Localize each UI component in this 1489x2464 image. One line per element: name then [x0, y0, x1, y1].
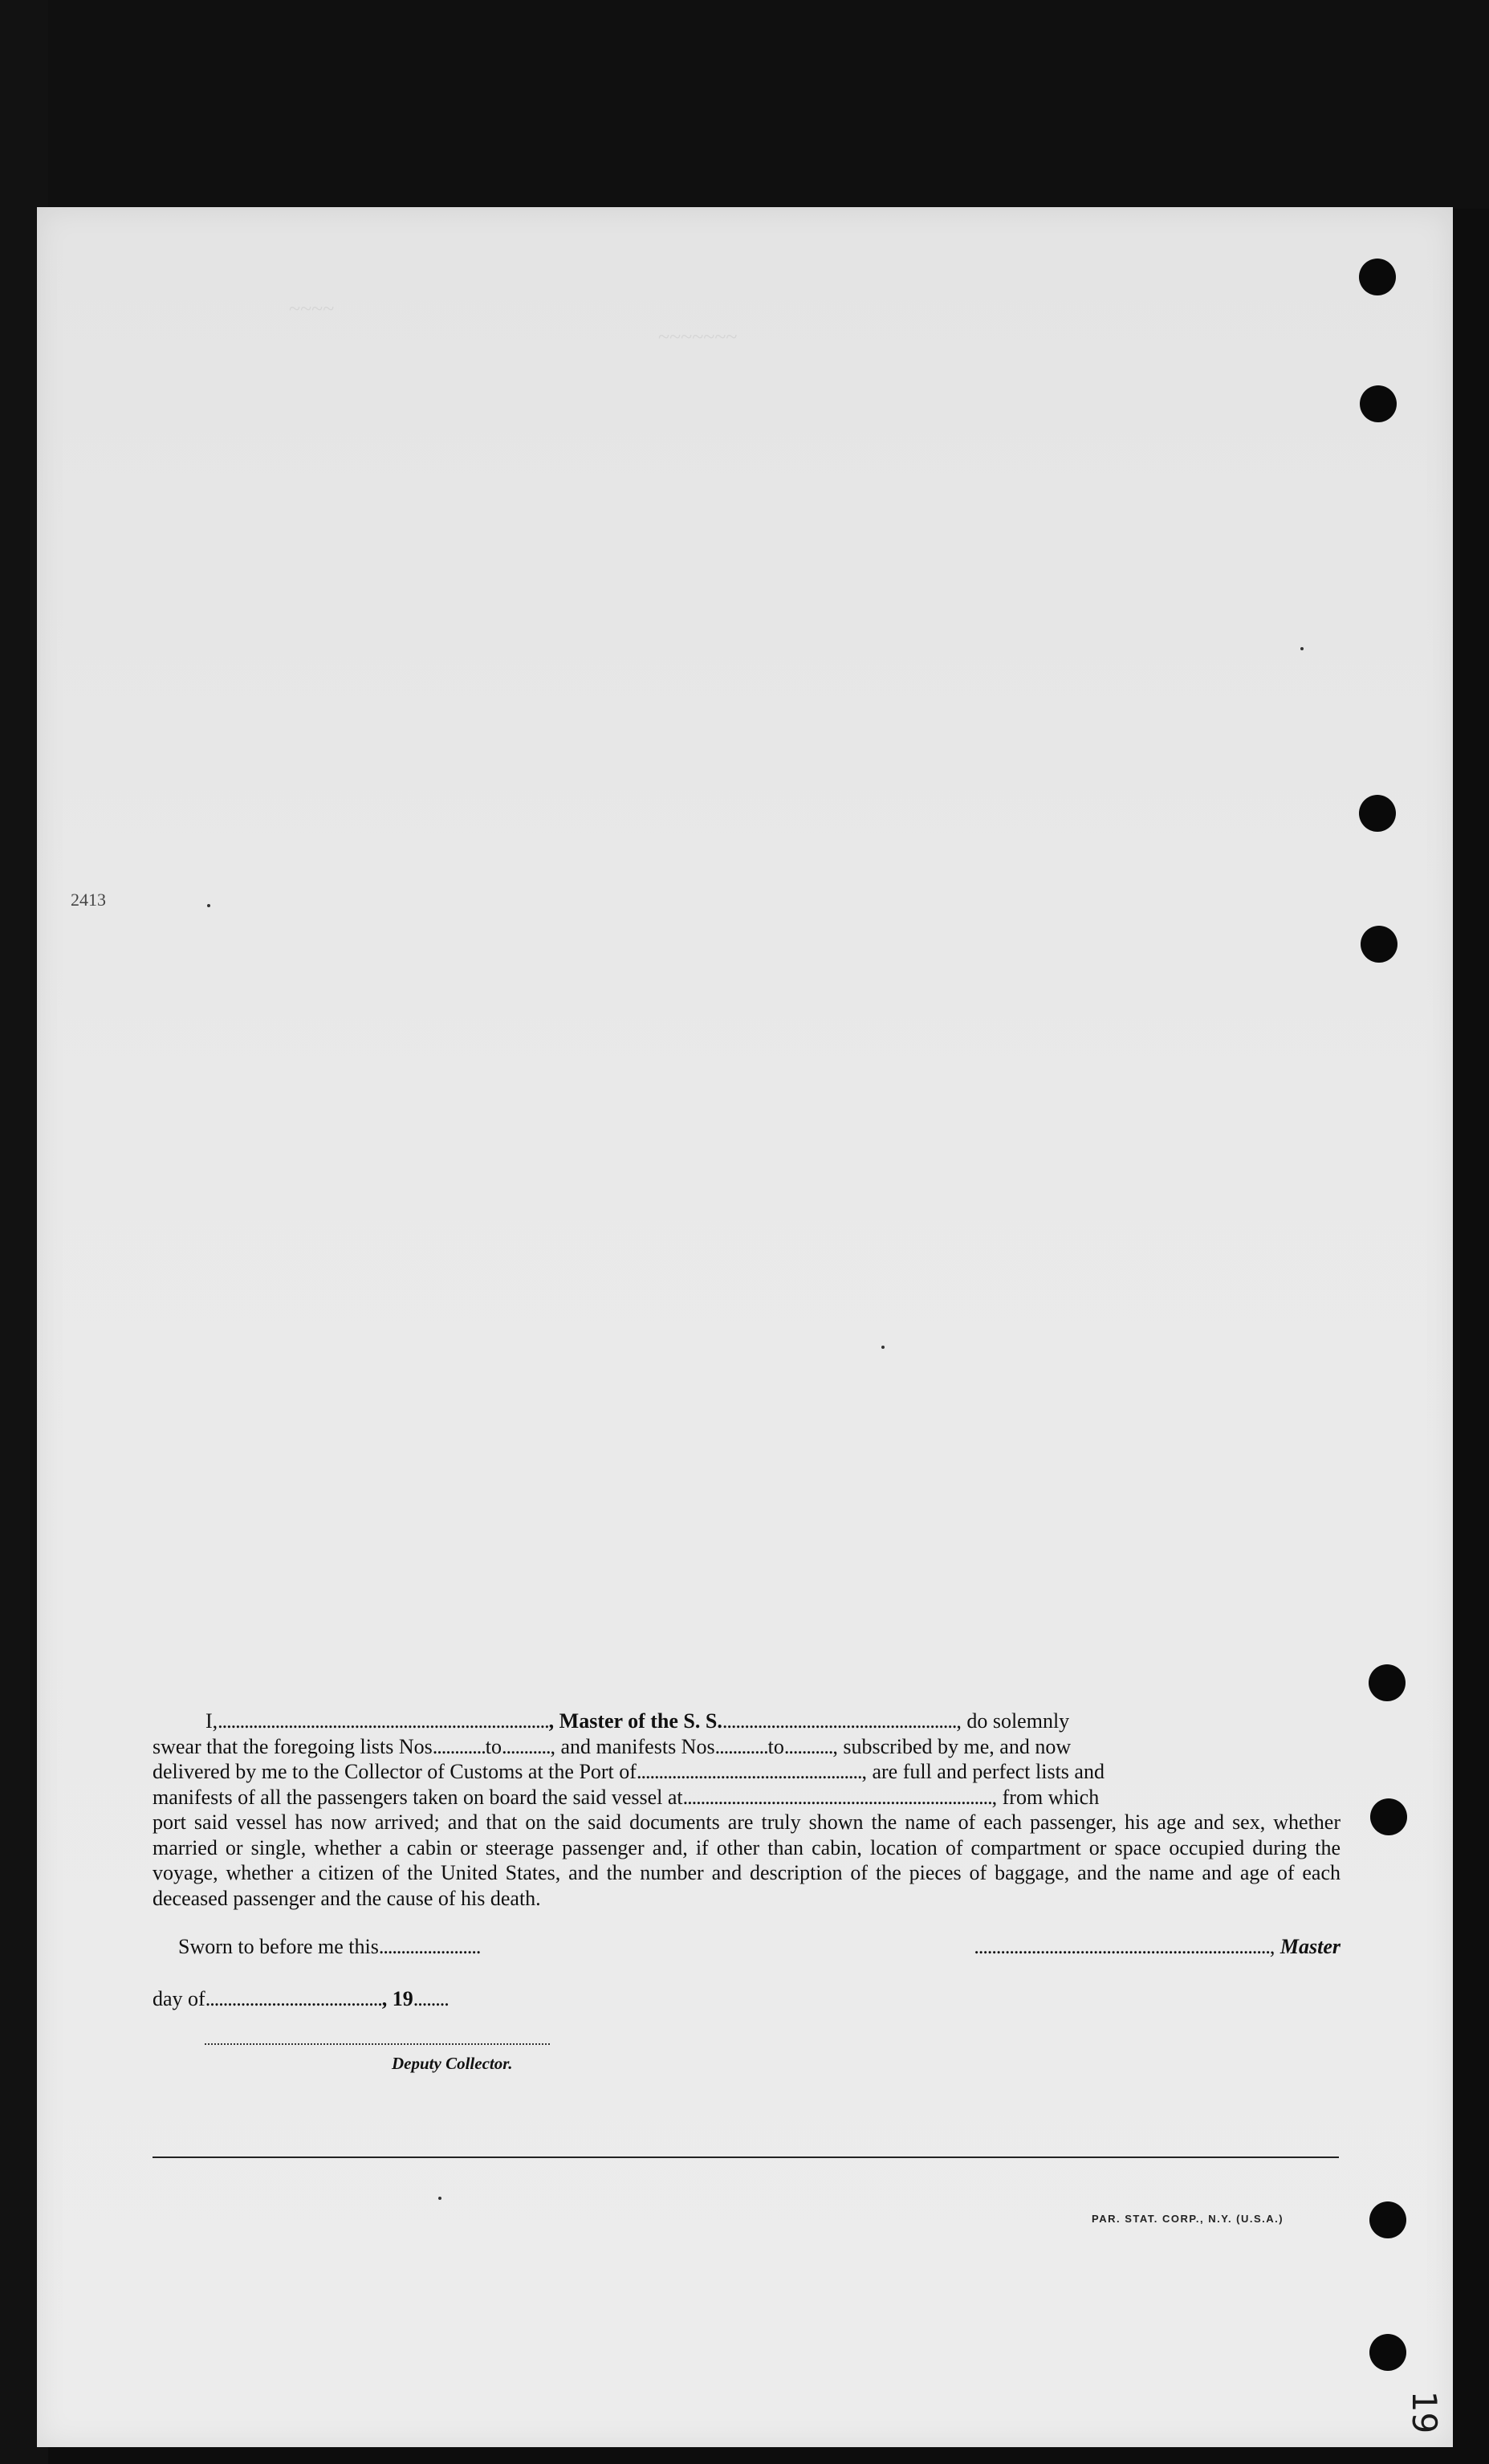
blank-departure-port: ...................................................................... [682, 1785, 992, 1809]
blank-master-signature: ................................................................... [974, 1935, 1270, 1958]
speck [207, 904, 210, 907]
punch-hole [1359, 795, 1396, 832]
speck [438, 2197, 441, 2200]
blank-list-to: ........... [502, 1734, 551, 1758]
oath-text: to [767, 1734, 784, 1758]
year-prefix: , 19 [381, 1987, 413, 2010]
blank-manifest-to: ........... [783, 1734, 833, 1758]
blank-master-name: ........................................................................... [218, 1709, 549, 1733]
blank-sworn-date: ....................... [378, 1935, 481, 1958]
sworn-line [178, 1935, 480, 1959]
oath-text: , and manifests Nos [550, 1734, 715, 1758]
oath-text: manifests of all the passengers taken on board the said vessel at [153, 1785, 683, 1809]
bleed-through: ~~~~~~~ [658, 325, 738, 348]
punch-hole [1369, 1664, 1406, 1701]
master-label: Master [1279, 1935, 1341, 1958]
blank-month: ........................................ [205, 1987, 382, 2010]
oath-text: , from which [991, 1785, 1100, 1809]
deputy-collector-label: Deputy Collector. [392, 2054, 513, 2073]
master-signature-line: ..................................................................., Master [974, 1935, 1341, 1958]
manifest-sheet [37, 207, 1453, 2447]
blank-list-from: ............ [432, 1734, 486, 1758]
blank-manifest-from: ............ [714, 1734, 768, 1758]
horizontal-rule [153, 2157, 1339, 2158]
punch-hole [1370, 1798, 1407, 1835]
punch-hole [1369, 2334, 1406, 2371]
punch-hole [1361, 926, 1397, 963]
oath-text: I, [205, 1709, 218, 1733]
oath-text: , subscribed by me, and now [832, 1734, 1072, 1758]
master-oath-paragraph [153, 1709, 1341, 1911]
oath-text: to [485, 1734, 502, 1758]
oath-text: , Master of the S. S. [548, 1709, 722, 1733]
punch-hole [1359, 259, 1396, 295]
punch-hole [1360, 385, 1397, 422]
oath-text: port said vessel has now arrived; and that on the said documents are truly shown the name of each passenger, his age and sex, whether married or single, whether a cabin or steerage passenger and, if other than cabin, location of compartment or space occupied during the voyage, whether a citizen of the United States, and the number and description of the pieces of baggage, and the name and age of each deceased passenger and the cause of his death. [153, 1810, 1341, 1910]
oath-text: swear that the foregoing lists Nos [153, 1734, 433, 1758]
blank-ship-name: ..................................................... [722, 1709, 957, 1733]
oath-text: , do solemnly [956, 1709, 1070, 1733]
blank-port: ................................................... [636, 1760, 862, 1783]
blank-year: ........ [413, 1987, 449, 2010]
day-of-label: day of [153, 1987, 205, 2010]
margin-annotation: 2413 [71, 890, 106, 910]
bleed-through: ~~~~ [289, 297, 335, 320]
handwritten-page-number: 19 [1405, 2390, 1445, 2434]
punch-hole [1369, 2201, 1406, 2238]
oath-text: , are full and perfect lists and [861, 1760, 1105, 1783]
printer-imprint: PAR. STAT. CORP., N.Y. (U.S.A.) [1092, 2213, 1284, 2225]
speck [1300, 647, 1304, 650]
sworn-label: Sworn to before me this [178, 1935, 379, 1958]
scan-background-top [0, 0, 1489, 209]
speck [881, 1346, 885, 1349]
deputy-signature-line [205, 2043, 550, 2045]
day-of-line [153, 1987, 449, 2011]
oath-text: delivered by me to the Collector of Customs at the Port of [153, 1760, 637, 1783]
